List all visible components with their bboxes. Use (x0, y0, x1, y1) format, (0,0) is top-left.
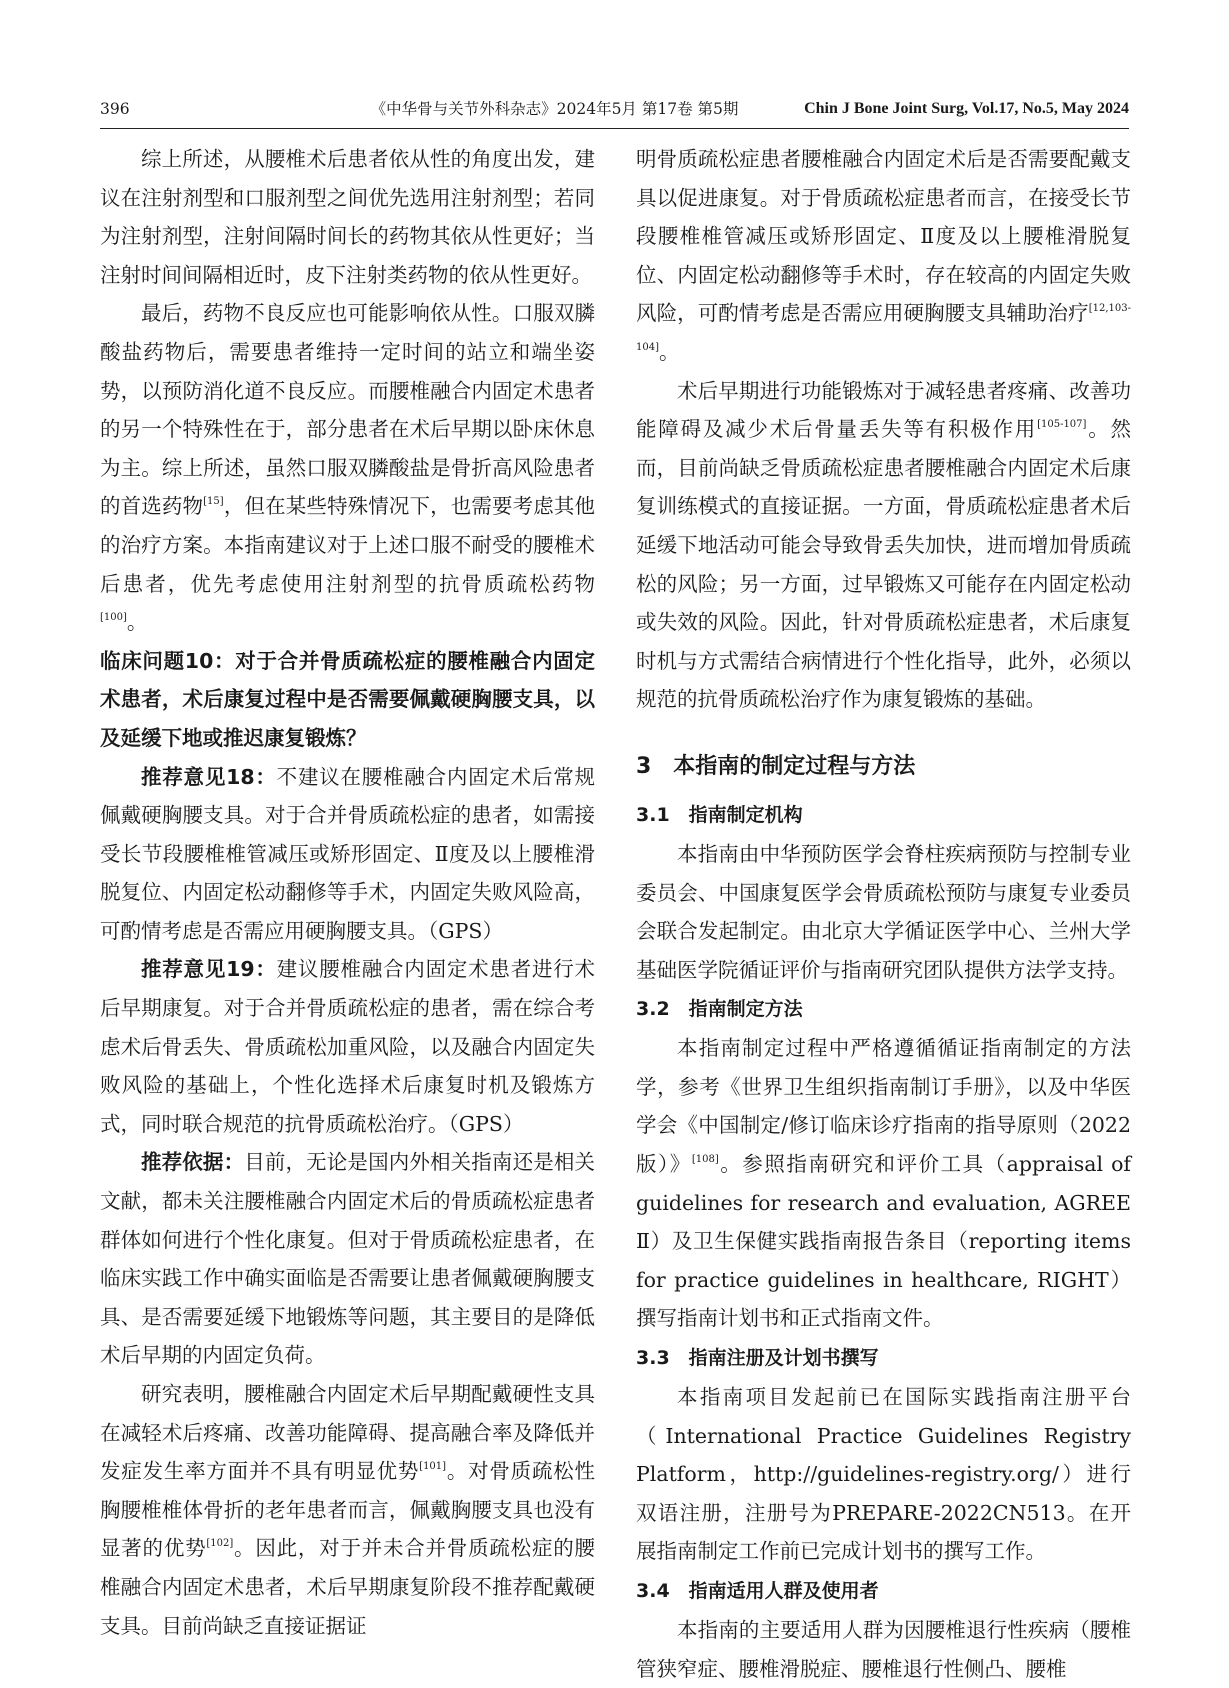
paragraph-3-3: 本指南项目发起前已在国际实践指南注册平台（International Practice Guidelines Registry Platform，http://guidelines-registry.org/）进行双语注册，注册号为PREPARE-2022CN513。在开展指南制定工作前已完成计划书的撰写工作。 (636, 1385, 1131, 1564)
recommendation-label: 推荐意见19： (141, 957, 277, 982)
paragraph-adverse-reactions: 最后，药物不良反应也可能影响依从性。口服双膦酸盐药物后，需要患者维持一定时间的站立和端坐姿势，以预防消化道不良反应。而腰椎融合内固定术患者的另一个特殊性在于，部分患者在术后早期以卧床休息为主。综上所述，虽然口服双膦酸盐是骨折高风险患者的首选药物[15]，但在某些特殊情况下，也需要考虑其他的治疗方案。本指南建议对于上述口服不耐受的腰椎术后患者，优先考虑使用注射剂型的抗骨质疏松药物[100]。 (100, 301, 596, 635)
citation: [102] (206, 1538, 234, 1550)
left-column (100, 140, 595, 1645)
right-column (636, 140, 1131, 1688)
paragraph-brace-continued: 明骨质疏松症患者腰椎融合内固定术后是否需要配戴支具以促进康复。对于骨质疏松症患者而言，在接受长节段腰椎椎管减压或矫形固定、Ⅱ度及以上腰椎滑脱复位、内固定松动翻修等手术时，存在较高的内固定失败风险，可酌情考虑是否需应用硬胸腰支具辅助治疗[12,103-104]。 (636, 147, 1131, 364)
citation: [101] (419, 1461, 447, 1473)
paragraph-3-2: 本指南制定过程中严格遵循循证指南制定的方法学，参考《世界卫生组织指南制订手册》，以及中华医学会《中国制定/修订临床诊疗指南的指导原则（2022版）》[108]。参照指南研究和评价工具（appraisal of guidelines for research and evaluation, AGREE Ⅱ）及卫生保健实践指南报告条目（reporting items for practice guidelines in healthcare, RIGHT）撰写指南计划书和正式指南文件。 (636, 1036, 1131, 1331)
subsection-heading-3-1: 3.1 指南制定机构 (636, 803, 803, 826)
page-header (100, 94, 1129, 124)
page-number: 396 (100, 100, 130, 118)
paragraph-3-1: 本指南由中华预防医学会脊柱疾病预防与控制专业委员会、中国康复医学会骨质疏松预防与康复专业委员会联合发起制定。由北京大学循证医学中心、兰州大学基础医学院循证评价与指南研究团队提供方法学支持。 (636, 841, 1131, 982)
recommendation-basis: 推荐依据：目前，无论是国内外相关指南还是相关文献，都未关注腰椎融合内固定术后的骨质疏松症患者群体如何进行个性化康复。但对于骨质疏松症患者，在临床实践工作中确实面临是否需要让患者佩戴硬胸腰支具、是否需要延缓下地锻炼等问题，其主要目的是降低术后早期的内固定负荷。 (100, 1150, 596, 1368)
paragraph-compliance-summary: 综上所述，从腰椎术后患者依从性的角度出发，建议在注射剂型和口服剂型之间优先选用注射剂型；若同为注射剂型，注射间隔时间长的药物其依从性更好；当注射时间间隔相近时，皮下注射类药物的依从性更好。 (100, 147, 595, 287)
paragraph-research: 研究表明，腰椎融合内固定术后早期配戴硬性支具在减轻术后疼痛、改善功能障碍、提高融合率及降低并发症发生率方面并不具有明显优势[101]。对骨质疏松性胸腰椎椎体骨折的老年患者而言，佩戴胸腰支具也没有显著的优势[102]。因此，对于并未合并骨质疏松症的腰椎融合内固定术患者，术后早期康复阶段不推荐配戴硬支具。目前尚缺乏直接证据证 (100, 1382, 596, 1638)
paragraph-3-4: 本指南的主要适用人群为因腰椎退行性疾病（腰椎管狭窄症、腰椎滑脱症、腰椎退行性侧凸、腰椎 (636, 1618, 1131, 1681)
citation: [105-107] (1037, 419, 1087, 431)
citation: [108] (691, 1154, 719, 1166)
citation: [15] (203, 496, 224, 508)
recommendation-18: 推荐意见18：不建议在腰椎融合内固定术后常规佩戴硬胸腰支具。对于合并骨质疏松症的患者，如需接受长节段腰椎椎管减压或矫形固定、Ⅱ度及以上腰椎滑脱复位、内固定松动翻修等手术，内固定失败风险高，可酌情考虑是否需应用硬胸腰支具。（GPS） (100, 764, 595, 943)
journal-title-en: Chin J Bone Joint Surg, Vol.17, No.5, May 2024 (804, 100, 1129, 117)
subsection-heading-3-3: 3.3 指南注册及计划书撰写 (636, 1347, 879, 1370)
section-heading-3: 3 本指南的制定过程与方法 (636, 753, 916, 779)
recommendation-label: 推荐意见18： (141, 764, 277, 789)
subsection-heading-3-4: 3.4 指南适用人群及使用者 (636, 1580, 879, 1602)
paragraph-rehabilitation: 术后早期进行功能锻炼对于减轻患者疼痛、改善功能障碍及减少术后骨量丢失等有积极作用[105-107]。然而，目前尚缺乏骨质疏松症患者腰椎融合内固定术后康复训练模式的直接证据。一方面，骨质疏松症患者术后延缓下地活动可能会导致骨丢失加快，进而增加骨质疏松的风险；另一方面，过早锻炼又可能存在内固定松动或失效的风险。因此，针对骨质疏松症患者，术后康复时机与方式需结合病情进行个性化指导，此外，必须以规范的抗骨质疏松治疗作为康复锻炼的基础。 (636, 378, 1132, 712)
basis-label: 推荐依据： (141, 1150, 245, 1175)
subsection-heading-3-2: 3.2 指南制定方法 (636, 998, 803, 1021)
citation: [12,103-104] (636, 303, 1131, 353)
journal-title-cn: 《中华骨与关节外科杂志》2024年5月 第17卷 第5期 (370, 100, 739, 118)
clinical-question-10: 临床问题10：对于合并骨质疏松症的腰椎融合内固定术患者，术后康复过程中是否需要佩戴硬胸腰支具，以及延缓下地或推迟康复锻炼？ (100, 648, 595, 750)
citation: [100] (100, 612, 127, 624)
header-rule (100, 128, 1129, 129)
recommendation-19: 推荐意见19：建议腰椎融合内固定术患者进行术后早期康复。对于合并骨质疏松症的患者，需在综合考虑术后骨丢失、骨质疏松加重风险，以及融合内固定失败风险的基础上，个性化选择术后康复时机及锻炼方式，同时联合规范的抗骨质疏松治疗。（GPS） (100, 957, 595, 1136)
